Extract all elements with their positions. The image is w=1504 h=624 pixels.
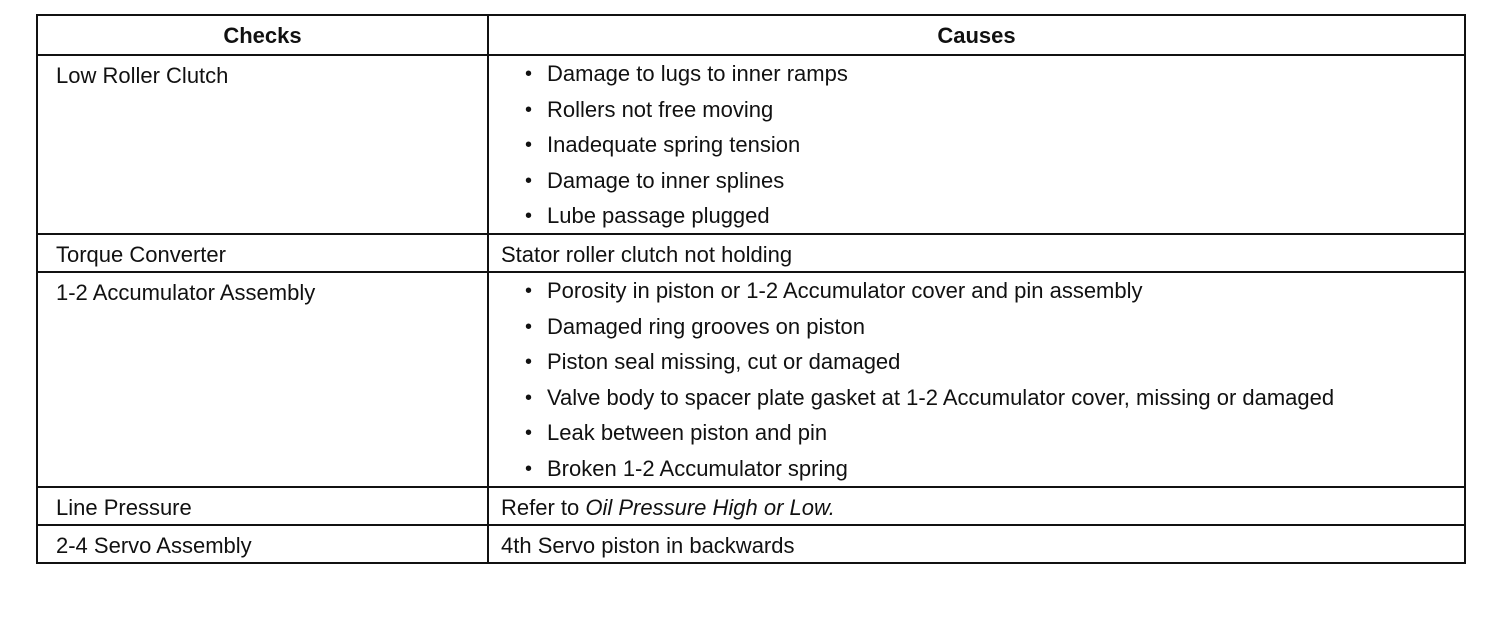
- check-label: 2-4 Servo Assembly: [56, 532, 252, 558]
- check-label: Low Roller Clutch: [56, 63, 229, 88]
- table-row: [37, 272, 1465, 487]
- causes-list: [489, 56, 1464, 233]
- header-causes: Causes: [488, 15, 1465, 55]
- cause-text: [489, 488, 1464, 521]
- table-row: [37, 487, 1465, 525]
- cause-text: Broken 1-2 Accumulator spring: [547, 455, 848, 481]
- cause-text: 4th Servo piston in backwards: [501, 532, 795, 558]
- list-item: [525, 205, 1464, 227]
- cause-text: Damaged ring grooves on piston: [547, 313, 865, 339]
- cause-text: Piston seal missing, cut or damaged: [547, 349, 901, 374]
- list-item: [525, 280, 1464, 302]
- cause-text: Damage to inner splines: [547, 167, 785, 193]
- bullet-icon: •: [525, 280, 533, 302]
- cause-text: Inadequate spring tension: [547, 132, 801, 157]
- bullet-icon: •: [525, 63, 533, 85]
- list-item: [525, 313, 1464, 339]
- bullet-icon: •: [525, 315, 533, 338]
- causes-cell: [488, 272, 1465, 487]
- cause-text: Damage to lugs to inner ramps: [547, 61, 848, 86]
- causes-cell: [488, 525, 1465, 563]
- header-checks: Checks: [37, 15, 488, 55]
- check-label: Line Pressure: [56, 494, 192, 520]
- cause-prefix: Refer to: [501, 494, 586, 520]
- cause-text: Porosity in piston or 1-2 Accumulator cover and pin assembly: [547, 278, 1143, 303]
- cause-text: Leak between piston and pin: [547, 420, 828, 445]
- cause-text: Lube passage plugged: [547, 203, 770, 228]
- list-item: [525, 96, 1464, 122]
- causes-cell: [488, 487, 1465, 525]
- bullet-icon: •: [525, 422, 533, 444]
- list-item: [525, 63, 1464, 85]
- causes-cell: [488, 234, 1465, 272]
- check-cell: [37, 272, 488, 487]
- cause-text: Stator roller clutch not holding: [501, 242, 793, 267]
- table-header-row: [37, 15, 1465, 55]
- cause-text: Rollers not free moving: [547, 96, 774, 122]
- bullet-icon: •: [525, 169, 533, 192]
- causes-list: [489, 273, 1464, 486]
- list-item: [525, 134, 1464, 156]
- check-label: 1-2 Accumulator Assembly: [56, 280, 316, 305]
- bullet-icon: •: [525, 386, 533, 409]
- check-cell: [37, 525, 488, 563]
- bullet-icon: •: [525, 98, 533, 121]
- bullet-icon: •: [525, 457, 533, 480]
- check-cell: [37, 487, 488, 525]
- list-item: [525, 384, 1464, 410]
- cause-text: Valve body to spacer plate gasket at 1-2 Accumulator cover, missing or damaged: [547, 384, 1335, 410]
- check-cell: [37, 55, 488, 234]
- table-row: [37, 525, 1465, 563]
- list-item: [525, 455, 1464, 481]
- list-item: [525, 422, 1464, 444]
- list-item: [525, 167, 1464, 193]
- table-row: [37, 234, 1465, 272]
- bullet-icon: •: [525, 134, 533, 156]
- cross-reference: Oil Pressure High or Low.: [585, 494, 835, 520]
- causes-cell: [488, 55, 1465, 234]
- diagnosis-table: [36, 14, 1466, 564]
- table-row: [37, 55, 1465, 234]
- list-item: [525, 351, 1464, 373]
- check-cell: [37, 234, 488, 272]
- check-label: Torque Converter: [56, 242, 226, 267]
- bullet-icon: •: [525, 351, 533, 373]
- bullet-icon: •: [525, 205, 533, 227]
